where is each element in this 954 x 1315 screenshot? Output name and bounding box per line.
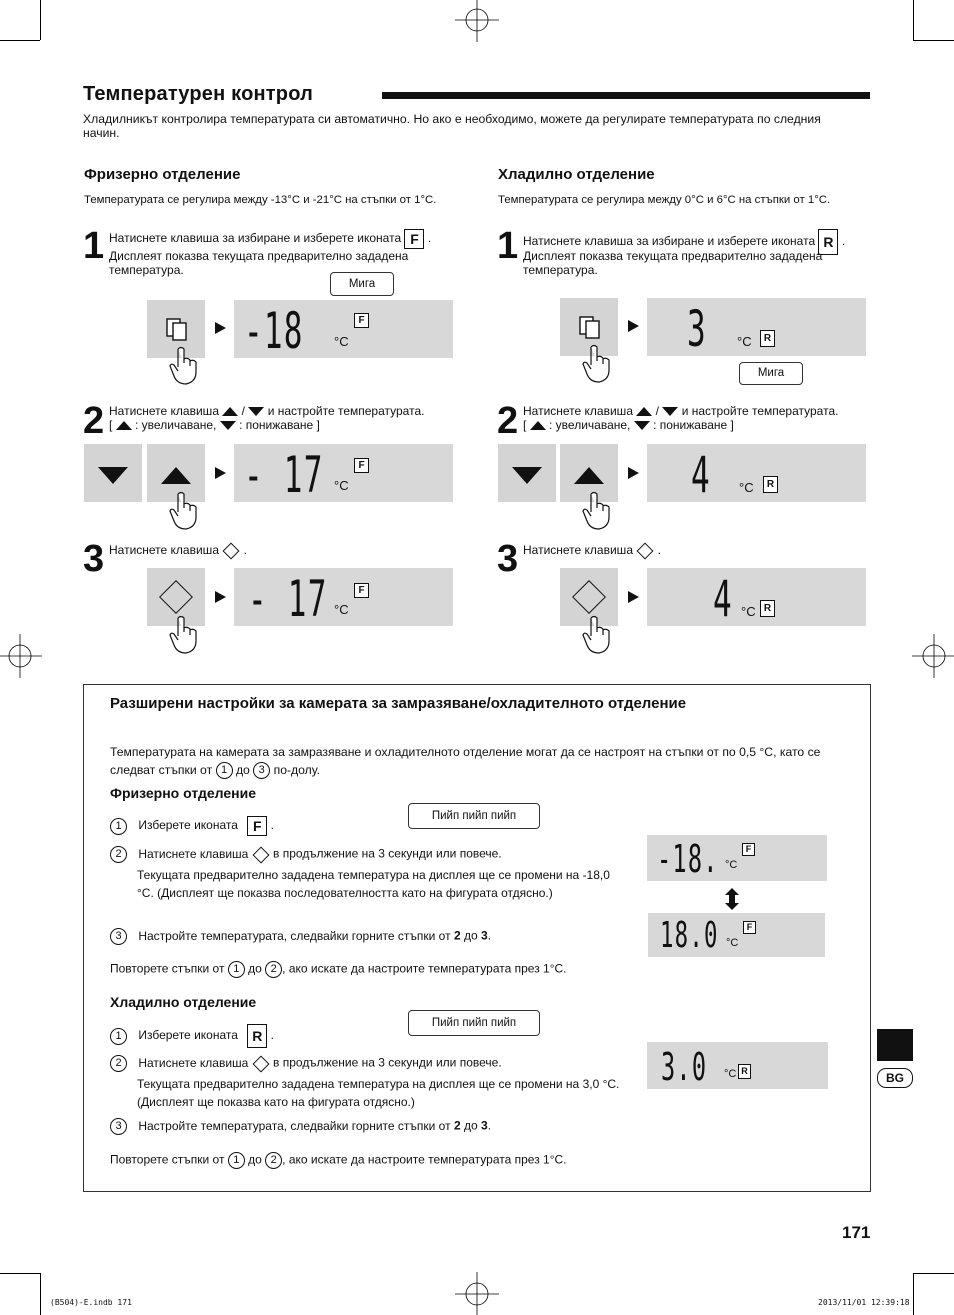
fridge-display-2 bbox=[647, 444, 866, 502]
adjust-to: 3 bbox=[481, 928, 488, 943]
freezer-icon: F bbox=[742, 843, 755, 856]
fridge-range: Температурата се регулира между 0°C и 6°C на стъпки от 1°C. bbox=[498, 194, 831, 206]
arrow-icon bbox=[215, 467, 226, 479]
unit-label: °C bbox=[741, 604, 756, 619]
step2-instruction-b: и настройте температурата. bbox=[681, 404, 839, 418]
step2-instruction: Натиснете клавиша bbox=[523, 404, 633, 418]
diamond-key-icon bbox=[159, 580, 193, 614]
step-circle: 1 bbox=[216, 762, 233, 779]
adv-freezer-heading: Фризерно отделение bbox=[110, 785, 257, 801]
step-circle: 3 bbox=[253, 762, 270, 779]
freezer-icon: F bbox=[354, 458, 369, 473]
unit-label: °C bbox=[334, 602, 349, 617]
step-circle: 1 bbox=[228, 961, 245, 978]
fridge-step1-desc: Дисплеят показва текущата предварително зададена температура. bbox=[523, 249, 823, 277]
page-title: Температурен контрол bbox=[83, 83, 314, 105]
adv-fridge-heading: Хладилно отделение bbox=[110, 994, 257, 1010]
up-arrow-icon bbox=[222, 407, 238, 416]
advanced-intro-text: Температурата на камерата за замразяване и охладителното отделение могат да се настроят на стъпки от по 0,5 °C, като се следват стъпки от bbox=[110, 745, 821, 777]
press-key-duration: в продължение на 3 секунди или повече. bbox=[273, 1055, 502, 1070]
adjust-mid: до bbox=[463, 1118, 478, 1133]
step1-instruction: Натиснете клавиша за избиране и изберете иконата bbox=[109, 231, 402, 246]
increase-label: : увеличаване, bbox=[549, 418, 631, 432]
finger-icon bbox=[168, 345, 200, 387]
down-arrow-icon bbox=[662, 407, 678, 416]
unit-label: °C bbox=[737, 334, 752, 349]
display-value: 3 bbox=[687, 300, 707, 358]
language-badge: BG bbox=[877, 1068, 913, 1088]
step-number: 2 bbox=[83, 400, 105, 442]
diamond-key-icon bbox=[572, 580, 606, 614]
freezer-step2-text: Натиснете клавиша / и настройте температурата. [ : увеличаване, : понижаване ] bbox=[109, 404, 425, 432]
adv-fridge-step1: 1 Изберете иконата R . bbox=[110, 1024, 274, 1048]
up-arrow-icon bbox=[161, 467, 191, 484]
step-number: 1 bbox=[83, 225, 105, 267]
press-key-text: Натиснете клавиша bbox=[138, 1055, 249, 1070]
advanced-intro-end: по-долу. bbox=[273, 763, 321, 777]
advanced-heading: Разширени настройки за камерата за замразяване/охладителното отделение bbox=[110, 695, 687, 712]
adjust-from: 2 bbox=[453, 928, 461, 943]
finger-icon bbox=[168, 490, 200, 532]
unit-label: °C bbox=[739, 480, 754, 495]
down-button[interactable] bbox=[498, 444, 556, 502]
decrease-label: : понижаване ] bbox=[653, 418, 734, 432]
language-tab bbox=[877, 1029, 913, 1061]
up-arrow-icon bbox=[574, 467, 604, 484]
arrow-icon bbox=[628, 467, 639, 479]
finger-icon bbox=[168, 614, 200, 656]
display-value: - 17 bbox=[244, 446, 324, 504]
display-value: 4 bbox=[691, 446, 711, 504]
adv-freezer-step2 bbox=[110, 846, 502, 863]
repeat-to: до bbox=[248, 961, 262, 976]
step-circle: 1 bbox=[110, 1028, 127, 1045]
registration-mark bbox=[455, 0, 499, 44]
step-circle: 2 bbox=[265, 1152, 282, 1169]
footer-timestamp: 2013/11/01 12:39:18 bbox=[818, 1298, 910, 1307]
finger-icon bbox=[581, 614, 613, 656]
crop-mark bbox=[913, 1273, 914, 1315]
step-circle: 1 bbox=[228, 1152, 245, 1169]
unit-label: °C bbox=[724, 1068, 737, 1080]
adv-fridge-note: Текущата предварително зададена температура на дисплея ще се промени на 3,0 °C. (Дисплеят ще показва като на фигурата отдясно.) bbox=[137, 1077, 620, 1109]
freezer-heading: Фризерно отделение bbox=[84, 166, 241, 183]
set-key-icon bbox=[252, 846, 269, 863]
freezer-icon: F bbox=[743, 921, 756, 934]
up-arrow-icon bbox=[636, 407, 652, 416]
display-value: -18 bbox=[244, 302, 304, 360]
set-key-icon bbox=[223, 542, 240, 559]
fridge-step1-text: Натиснете клавиша за избиране и изберете иконата R . bbox=[523, 229, 883, 255]
registration-mark bbox=[0, 634, 42, 678]
fridge-step2-text: Натиснете клавиша / и настройте температурата. [ : увеличаване, : понижаване ] bbox=[523, 404, 839, 432]
increase-label: : увеличаване, bbox=[135, 418, 217, 432]
arrow-icon bbox=[628, 591, 639, 603]
step-circle: 1 bbox=[110, 818, 127, 835]
crop-mark bbox=[0, 40, 40, 41]
step-number: 3 bbox=[83, 538, 105, 580]
crop-mark bbox=[913, 1273, 954, 1274]
set-key-icon bbox=[637, 542, 654, 559]
blink-callout: Мига bbox=[739, 362, 803, 385]
crop-mark bbox=[913, 0, 914, 40]
finger-icon bbox=[581, 343, 613, 385]
crop-mark bbox=[913, 40, 954, 41]
fridge-step3-text: Натиснете клавиша . bbox=[523, 543, 661, 557]
down-arrow-icon bbox=[220, 421, 236, 430]
adjust-text: Настройте температурата, следвайки горните стъпки от bbox=[138, 1118, 451, 1133]
repeat-end: , ако искате да настроите температурата през 1°C. bbox=[282, 961, 567, 976]
step3-instruction: Натиснете клавиша bbox=[109, 543, 219, 557]
beep-callout: Пийп пийп пийп bbox=[408, 1010, 540, 1036]
advanced-intro-to: до bbox=[235, 763, 250, 777]
unit-label: °C bbox=[334, 334, 349, 349]
select-icon-text: Изберете иконата bbox=[138, 818, 238, 833]
display-value: - 17 bbox=[248, 570, 328, 628]
press-key-duration: в продължение на 3 секунди или повече. bbox=[273, 846, 502, 861]
step-number: 3 bbox=[497, 538, 519, 580]
arrow-icon bbox=[628, 320, 639, 332]
repeat-to: до bbox=[248, 1152, 262, 1167]
fridge-icon: R bbox=[818, 229, 838, 255]
crop-mark bbox=[40, 0, 41, 40]
select-icon-text: Изберете иконата bbox=[138, 1028, 238, 1043]
freezer-icon: F bbox=[247, 816, 267, 836]
up-arrow-icon bbox=[530, 421, 546, 430]
beep-callout: Пийп пийп пийп bbox=[408, 803, 540, 829]
step-circle: 2 bbox=[110, 1055, 127, 1072]
press-key-text: Натиснете клавиша bbox=[138, 846, 249, 861]
display-value: 18.0 bbox=[660, 915, 719, 956]
intro-text: Хладилникът контролира температурата си автоматично. Но ако е необходимо, можете да регулирате температурата по следния начин. bbox=[83, 112, 821, 140]
adv-freezer-step1: 1 Изберете иконата F . bbox=[110, 816, 274, 836]
blink-callout: Мига bbox=[330, 272, 394, 296]
up-arrow-icon bbox=[116, 421, 132, 430]
adv-fridge-display bbox=[647, 1042, 828, 1089]
adjust-from: 2 bbox=[453, 1118, 461, 1133]
adjust-text: Настройте температурата, следвайки горните стъпки от bbox=[138, 928, 451, 943]
display-value: -18. bbox=[657, 837, 719, 881]
freezer-display-3 bbox=[234, 568, 453, 626]
crop-mark bbox=[40, 1273, 41, 1315]
step-number: 2 bbox=[497, 400, 519, 442]
fridge-icon: R bbox=[763, 476, 778, 493]
adv-freezer-step3: 3 Настройте температурата, следвайки горните стъпки от 2 до 3. bbox=[110, 928, 491, 945]
unit-label: °C bbox=[334, 478, 349, 493]
set-key-icon bbox=[252, 1055, 269, 1072]
page-number: 171 bbox=[842, 1223, 871, 1242]
advanced-intro bbox=[110, 743, 845, 779]
down-arrow-icon bbox=[248, 407, 264, 416]
down-button[interactable] bbox=[84, 444, 142, 502]
down-arrow-icon bbox=[98, 467, 128, 484]
freezer-icon: F bbox=[354, 583, 369, 598]
step1-instruction: Натиснете клавиша за избиране и изберете иконата bbox=[523, 234, 816, 249]
step-circle: 3 bbox=[110, 1118, 127, 1135]
adjust-to: 3 bbox=[481, 1118, 488, 1133]
freezer-icon: F bbox=[404, 229, 424, 249]
arrow-icon bbox=[215, 591, 226, 603]
crop-mark bbox=[0, 1273, 40, 1274]
down-arrow-icon bbox=[512, 467, 542, 484]
step3-instruction: Натиснете клавиша bbox=[523, 543, 633, 557]
freezer-range: Температурата се регулира между -13°C и -21°C на стъпки от 1°C. bbox=[84, 194, 437, 206]
unit-label: °C bbox=[725, 859, 738, 871]
adv-freezer-note: Текущата предварително зададена температура на дисплея ще се промени на -18,0 °C. (Дисплеят ще показва последователността като на фигурата отдясно.) bbox=[137, 868, 610, 900]
footer-file: (B504)-E.indb 171 bbox=[50, 1298, 132, 1307]
unit-label: °C bbox=[726, 937, 739, 949]
freezer-display-1 bbox=[234, 300, 453, 358]
step-circle: 2 bbox=[110, 846, 127, 863]
adv-freezer-repeat bbox=[110, 961, 567, 978]
fridge-icon: R bbox=[760, 600, 775, 617]
title-rule bbox=[382, 92, 870, 99]
adv-fridge-step3: 3 Настройте температурата, следвайки горните стъпки от 2 до 3. bbox=[110, 1118, 491, 1135]
step2-instruction: Натиснете клавиша bbox=[109, 404, 219, 418]
down-arrow-icon bbox=[634, 421, 650, 430]
freezer-step1-text: Натиснете клавиша за избиране и изберете иконата F . bbox=[109, 231, 432, 247]
step-circle: 3 bbox=[110, 928, 127, 945]
adv-freezer-display-1 bbox=[647, 835, 827, 881]
display-value: 3.0 bbox=[661, 1045, 708, 1089]
fridge-heading: Хладилно отделение bbox=[498, 166, 655, 183]
arrow-icon bbox=[215, 322, 226, 334]
repeat-text: Повторете стъпки от bbox=[110, 1152, 225, 1167]
repeat-text: Повторете стъпки от bbox=[110, 961, 225, 976]
freezer-step3-text: Натиснете клавиша . bbox=[109, 543, 247, 557]
fridge-icon: R bbox=[738, 1064, 751, 1079]
freezer-icon: F bbox=[354, 313, 369, 328]
step-number: 1 bbox=[497, 225, 519, 267]
freezer-display-2 bbox=[234, 444, 453, 502]
fridge-display-3 bbox=[647, 568, 866, 626]
fridge-icon: R bbox=[247, 1024, 267, 1048]
display-value: 4 bbox=[713, 570, 733, 628]
step2-instruction-b: и настройте температурата. bbox=[267, 404, 425, 418]
double-arrow-icon bbox=[724, 888, 740, 910]
freezer-step1-desc: Дисплеят показва текущата предварително зададена температура. bbox=[109, 249, 409, 277]
fridge-display-1 bbox=[647, 298, 866, 356]
adjust-mid: до bbox=[463, 928, 478, 943]
adv-fridge-repeat bbox=[110, 1152, 567, 1169]
adv-fridge-step2 bbox=[110, 1055, 502, 1072]
registration-mark bbox=[455, 1272, 499, 1315]
registration-mark bbox=[912, 634, 954, 678]
repeat-end: , ако искате да настроите температурата през 1°C. bbox=[282, 1152, 567, 1167]
decrease-label: : понижаване ] bbox=[239, 418, 320, 432]
adv-freezer-display-2 bbox=[648, 913, 825, 957]
finger-icon bbox=[581, 490, 613, 532]
step-circle: 2 bbox=[265, 961, 282, 978]
fridge-icon: R bbox=[760, 330, 775, 347]
